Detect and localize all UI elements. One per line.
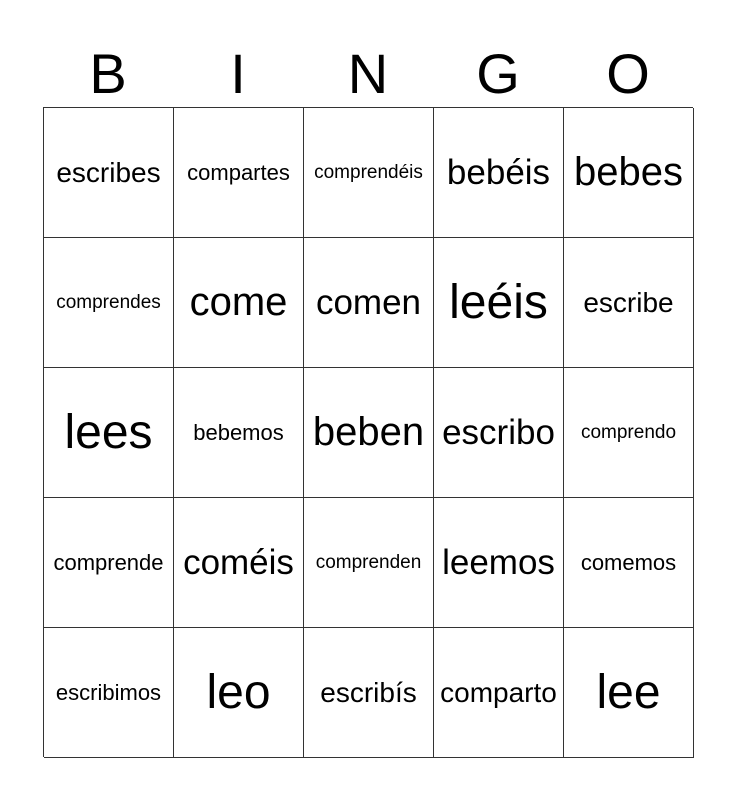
bingo-cell[interactable]: bebemos	[174, 368, 304, 498]
header-letter-g: G	[476, 42, 520, 105]
bingo-cell[interactable]: escribo	[434, 368, 564, 498]
bingo-cell[interactable]: comprendes	[44, 238, 174, 368]
bingo-cell[interactable]: compartes	[174, 108, 304, 238]
bingo-cell[interactable]: lees	[44, 368, 174, 498]
bingo-header	[43, 40, 693, 108]
bingo-card	[43, 107, 693, 757]
bingo-cell[interactable]: comprende	[44, 498, 174, 628]
bingo-cell[interactable]: comprendéis	[304, 108, 434, 238]
header-letter-b: B	[89, 42, 127, 105]
bingo-cell[interactable]: beben	[304, 368, 434, 498]
bingo-cell[interactable]: come	[174, 238, 304, 368]
bingo-cell[interactable]: leéis	[434, 238, 564, 368]
bingo-cell[interactable]: comen	[304, 238, 434, 368]
bingo-cell[interactable]: escribís	[304, 628, 434, 758]
bingo-cell[interactable]: escribimos	[44, 628, 174, 758]
bingo-cell[interactable]: bebéis	[434, 108, 564, 238]
bingo-cell[interactable]: leo	[174, 628, 304, 758]
header-letter-o: O	[606, 42, 650, 105]
bingo-cell[interactable]: escribe	[564, 238, 694, 368]
bingo-cell[interactable]: escribes	[44, 108, 174, 238]
bingo-cell[interactable]: bebes	[564, 108, 694, 238]
header-letter-n: N	[347, 42, 389, 105]
header-letter-i: I	[230, 42, 246, 105]
bingo-cell[interactable]: comprendo	[564, 368, 694, 498]
bingo-cell[interactable]: comprenden	[304, 498, 434, 628]
bingo-cell[interactable]: comemos	[564, 498, 694, 628]
bingo-cell[interactable]: comparto	[434, 628, 564, 758]
bingo-cell[interactable]: leemos	[434, 498, 564, 628]
bingo-cell[interactable]: coméis	[174, 498, 304, 628]
bingo-cell[interactable]: lee	[564, 628, 694, 758]
